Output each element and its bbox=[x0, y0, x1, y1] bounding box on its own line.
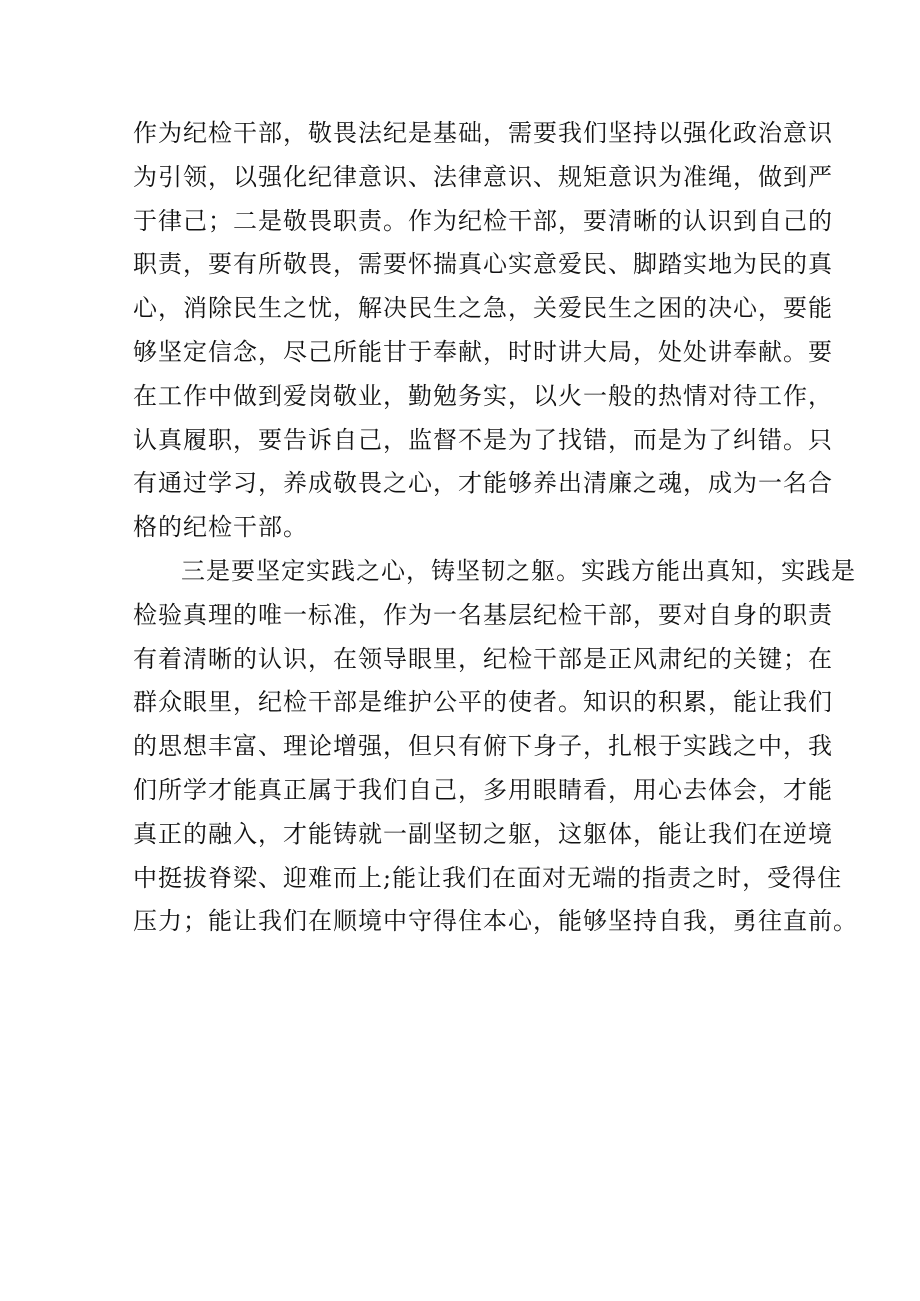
paragraph-line: 检验真理的唯一标准，作为一名基层纪检干部，要对自身的职责 bbox=[133, 600, 833, 629]
paragraph-line: 的思想丰富、理论增强，但只有俯下身子，扎根于实践之中，我 bbox=[133, 732, 833, 761]
paragraph-1 bbox=[133, 112, 833, 550]
paragraph-line: 职责，要有所敬畏，需要怀揣真心实意爱民、脚踏实地为民的真 bbox=[133, 250, 833, 279]
paragraph-line: 有着清晰的认识，在领导眼里，纪检干部是正风肃纪的关键；在 bbox=[133, 644, 833, 673]
paragraph-line: 为引领，以强化纪律意识、法律意识、规矩意识为准绳，做到严 bbox=[133, 162, 833, 191]
paragraph-line: 真正的融入，才能铸就一副坚韧之躯，这躯体，能让我们在逆境 bbox=[133, 819, 833, 848]
document-body bbox=[133, 112, 858, 944]
paragraph-line: 中挺拔脊梁、迎难而上;能让我们在面对无端的指责之时，受得住 bbox=[133, 863, 843, 892]
paragraph-line: 有通过学习，养成敬畏之心，才能够养出清廉之魂，成为一名合 bbox=[133, 469, 833, 498]
paragraph-line: 们所学才能真正属于我们自己，多用眼睛看，用心去体会，才能 bbox=[133, 775, 833, 804]
paragraph-line: 于律己；二是敬畏职责。作为纪检干部，要清晰的认识到自己的 bbox=[133, 206, 833, 235]
paragraph-line: 三是要坚定实践之心，铸坚韧之躯。实践方能出真知，实践是 bbox=[181, 556, 856, 585]
paragraph-line: 压力；能让我们在顺境中守得住本心，能够坚持自我，勇往直前。 bbox=[133, 907, 858, 936]
paragraph-line: 作为纪检干部，敬畏法纪是基础，需要我们坚持以强化政治意识 bbox=[133, 119, 833, 147]
paragraph-line: 群众眼里，纪检干部是维护公平的使者。知识的积累，能让我们 bbox=[133, 688, 833, 717]
paragraph-line: 够坚定信念，尽己所能甘于奉献，时时讲大局，处处讲奉献。要 bbox=[133, 337, 833, 366]
paragraph-line: 在工作中做到爱岗敬业，勤勉务实，以火一般的热情对待工作， bbox=[133, 381, 833, 410]
paragraph-line: 格的纪检干部。 bbox=[133, 513, 308, 542]
paragraph-line: 心，消除民生之忧，解决民生之急，关爱民生之困的决心，要能 bbox=[133, 294, 833, 323]
paragraph-2 bbox=[133, 550, 858, 944]
paragraph-line: 认真履职，要告诉自己，监督不是为了找错，而是为了纠错。只 bbox=[133, 425, 833, 454]
